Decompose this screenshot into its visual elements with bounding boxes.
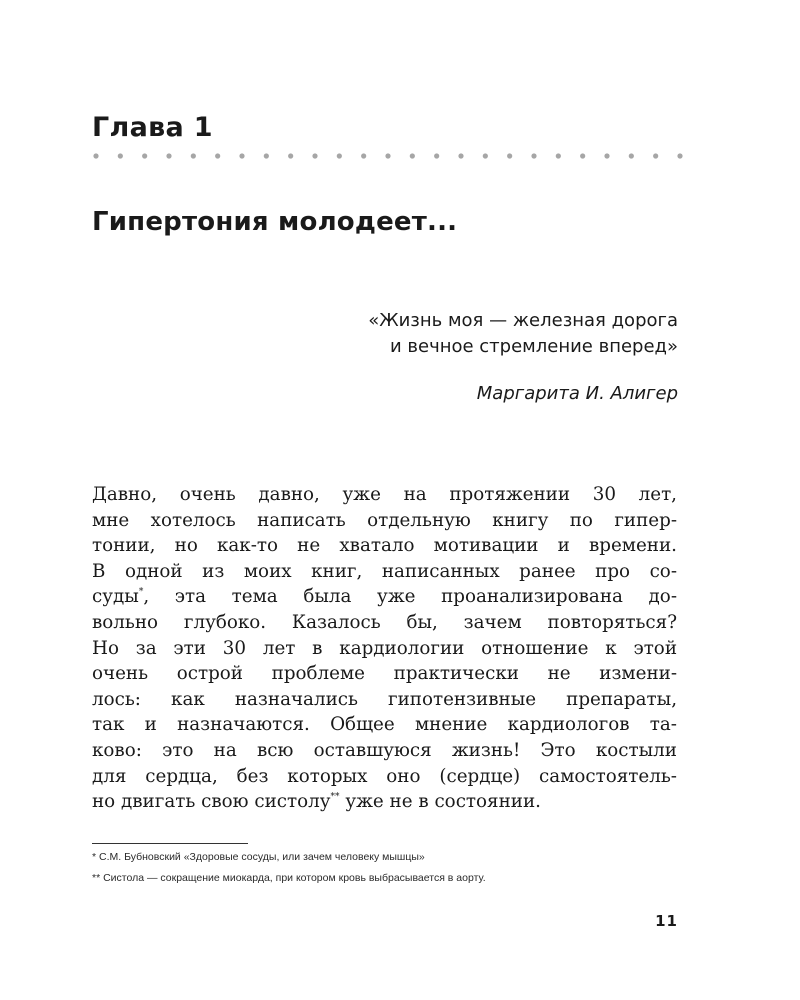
footnote: ** Систола — сокращение миокарда, при котором кровь выбрасывается в аорту. xyxy=(92,872,486,884)
body-line: Давно, очень давно, уже на протяжении 30 лет, xyxy=(92,484,677,505)
body-text-segment: суды xyxy=(92,586,139,608)
body-line: мне хотелось написать отдельную книгу по гипер- xyxy=(92,509,677,531)
divider-dot xyxy=(507,153,512,158)
epigraph-line: «Жизнь моя — железная дорога xyxy=(368,310,678,331)
divider-dot xyxy=(629,153,634,158)
divider-dot xyxy=(653,153,658,158)
body-line xyxy=(92,584,677,610)
body-line xyxy=(92,789,677,815)
divider-dot xyxy=(556,153,561,158)
divider-dot xyxy=(604,153,609,158)
divider-dot xyxy=(118,153,123,158)
chapter-title: Гипертония молодеет... xyxy=(92,207,458,237)
divider-dot xyxy=(410,153,415,158)
body-text-segment: , эта тема была уже проанализирована до- xyxy=(143,586,677,608)
body-line: ково: это на всю оставшуюся жизнь! Это костыли xyxy=(92,739,677,761)
divider-dot xyxy=(531,153,536,158)
divider-dot xyxy=(385,153,390,158)
body-paragraph xyxy=(92,482,677,815)
divider-dot xyxy=(434,153,439,158)
body-text-segment: но двигать свою систолу xyxy=(92,791,331,813)
divider-dot xyxy=(337,153,342,158)
divider-dot xyxy=(264,153,269,158)
body-line: лось: как назначались гипотензивные препараты, xyxy=(92,688,677,710)
divider-dot xyxy=(239,153,244,158)
epigraph-author: Маргарита И. Алигер xyxy=(476,383,678,404)
page-number: 11 xyxy=(655,912,678,930)
divider-dot xyxy=(361,153,366,158)
divider-dot xyxy=(677,153,682,158)
footnote-rule xyxy=(92,843,248,844)
body-line: вольно глубоко. Казалось бы, зачем повторяться? xyxy=(92,611,677,633)
footnote-mark: ** xyxy=(330,792,340,803)
divider-dot xyxy=(483,153,488,158)
body-line: так и назначаются. Общее мнение кардиологов та- xyxy=(92,714,677,736)
divider-dot xyxy=(580,153,585,158)
body-line: В одной из моих книг, написанных ранее про со- xyxy=(92,560,677,582)
body-line: очень острой проблеме практически не измени- xyxy=(92,663,677,685)
footnote: * С.М. Бубновский «Здоровые сосуды, или зачем человеку мышцы» xyxy=(92,851,425,863)
divider-dot xyxy=(93,153,98,158)
divider-dot xyxy=(288,153,293,158)
divider-dot xyxy=(215,153,220,158)
divider-dot xyxy=(191,153,196,158)
divider-dot xyxy=(458,153,463,158)
divider-dot xyxy=(142,153,147,158)
epigraph-quote xyxy=(368,308,678,360)
divider-dot xyxy=(166,153,171,158)
epigraph-line: и вечное стремление вперед» xyxy=(389,336,678,357)
divider-dot xyxy=(312,153,317,158)
footnote-mark: * xyxy=(138,587,144,598)
body-line: Но за эти 30 лет в кардиологии отношение к этой xyxy=(92,637,677,659)
body-line: тонии, но как-то не хватало мотивации и времени. xyxy=(92,535,677,557)
body-text-segment: уже не в состоянии. xyxy=(339,791,541,813)
body-line: для сердца, без которых оно (сердце) самостоятель- xyxy=(92,765,677,787)
chapter-label: Глава 1 xyxy=(92,112,213,143)
dotted-divider xyxy=(92,152,684,160)
